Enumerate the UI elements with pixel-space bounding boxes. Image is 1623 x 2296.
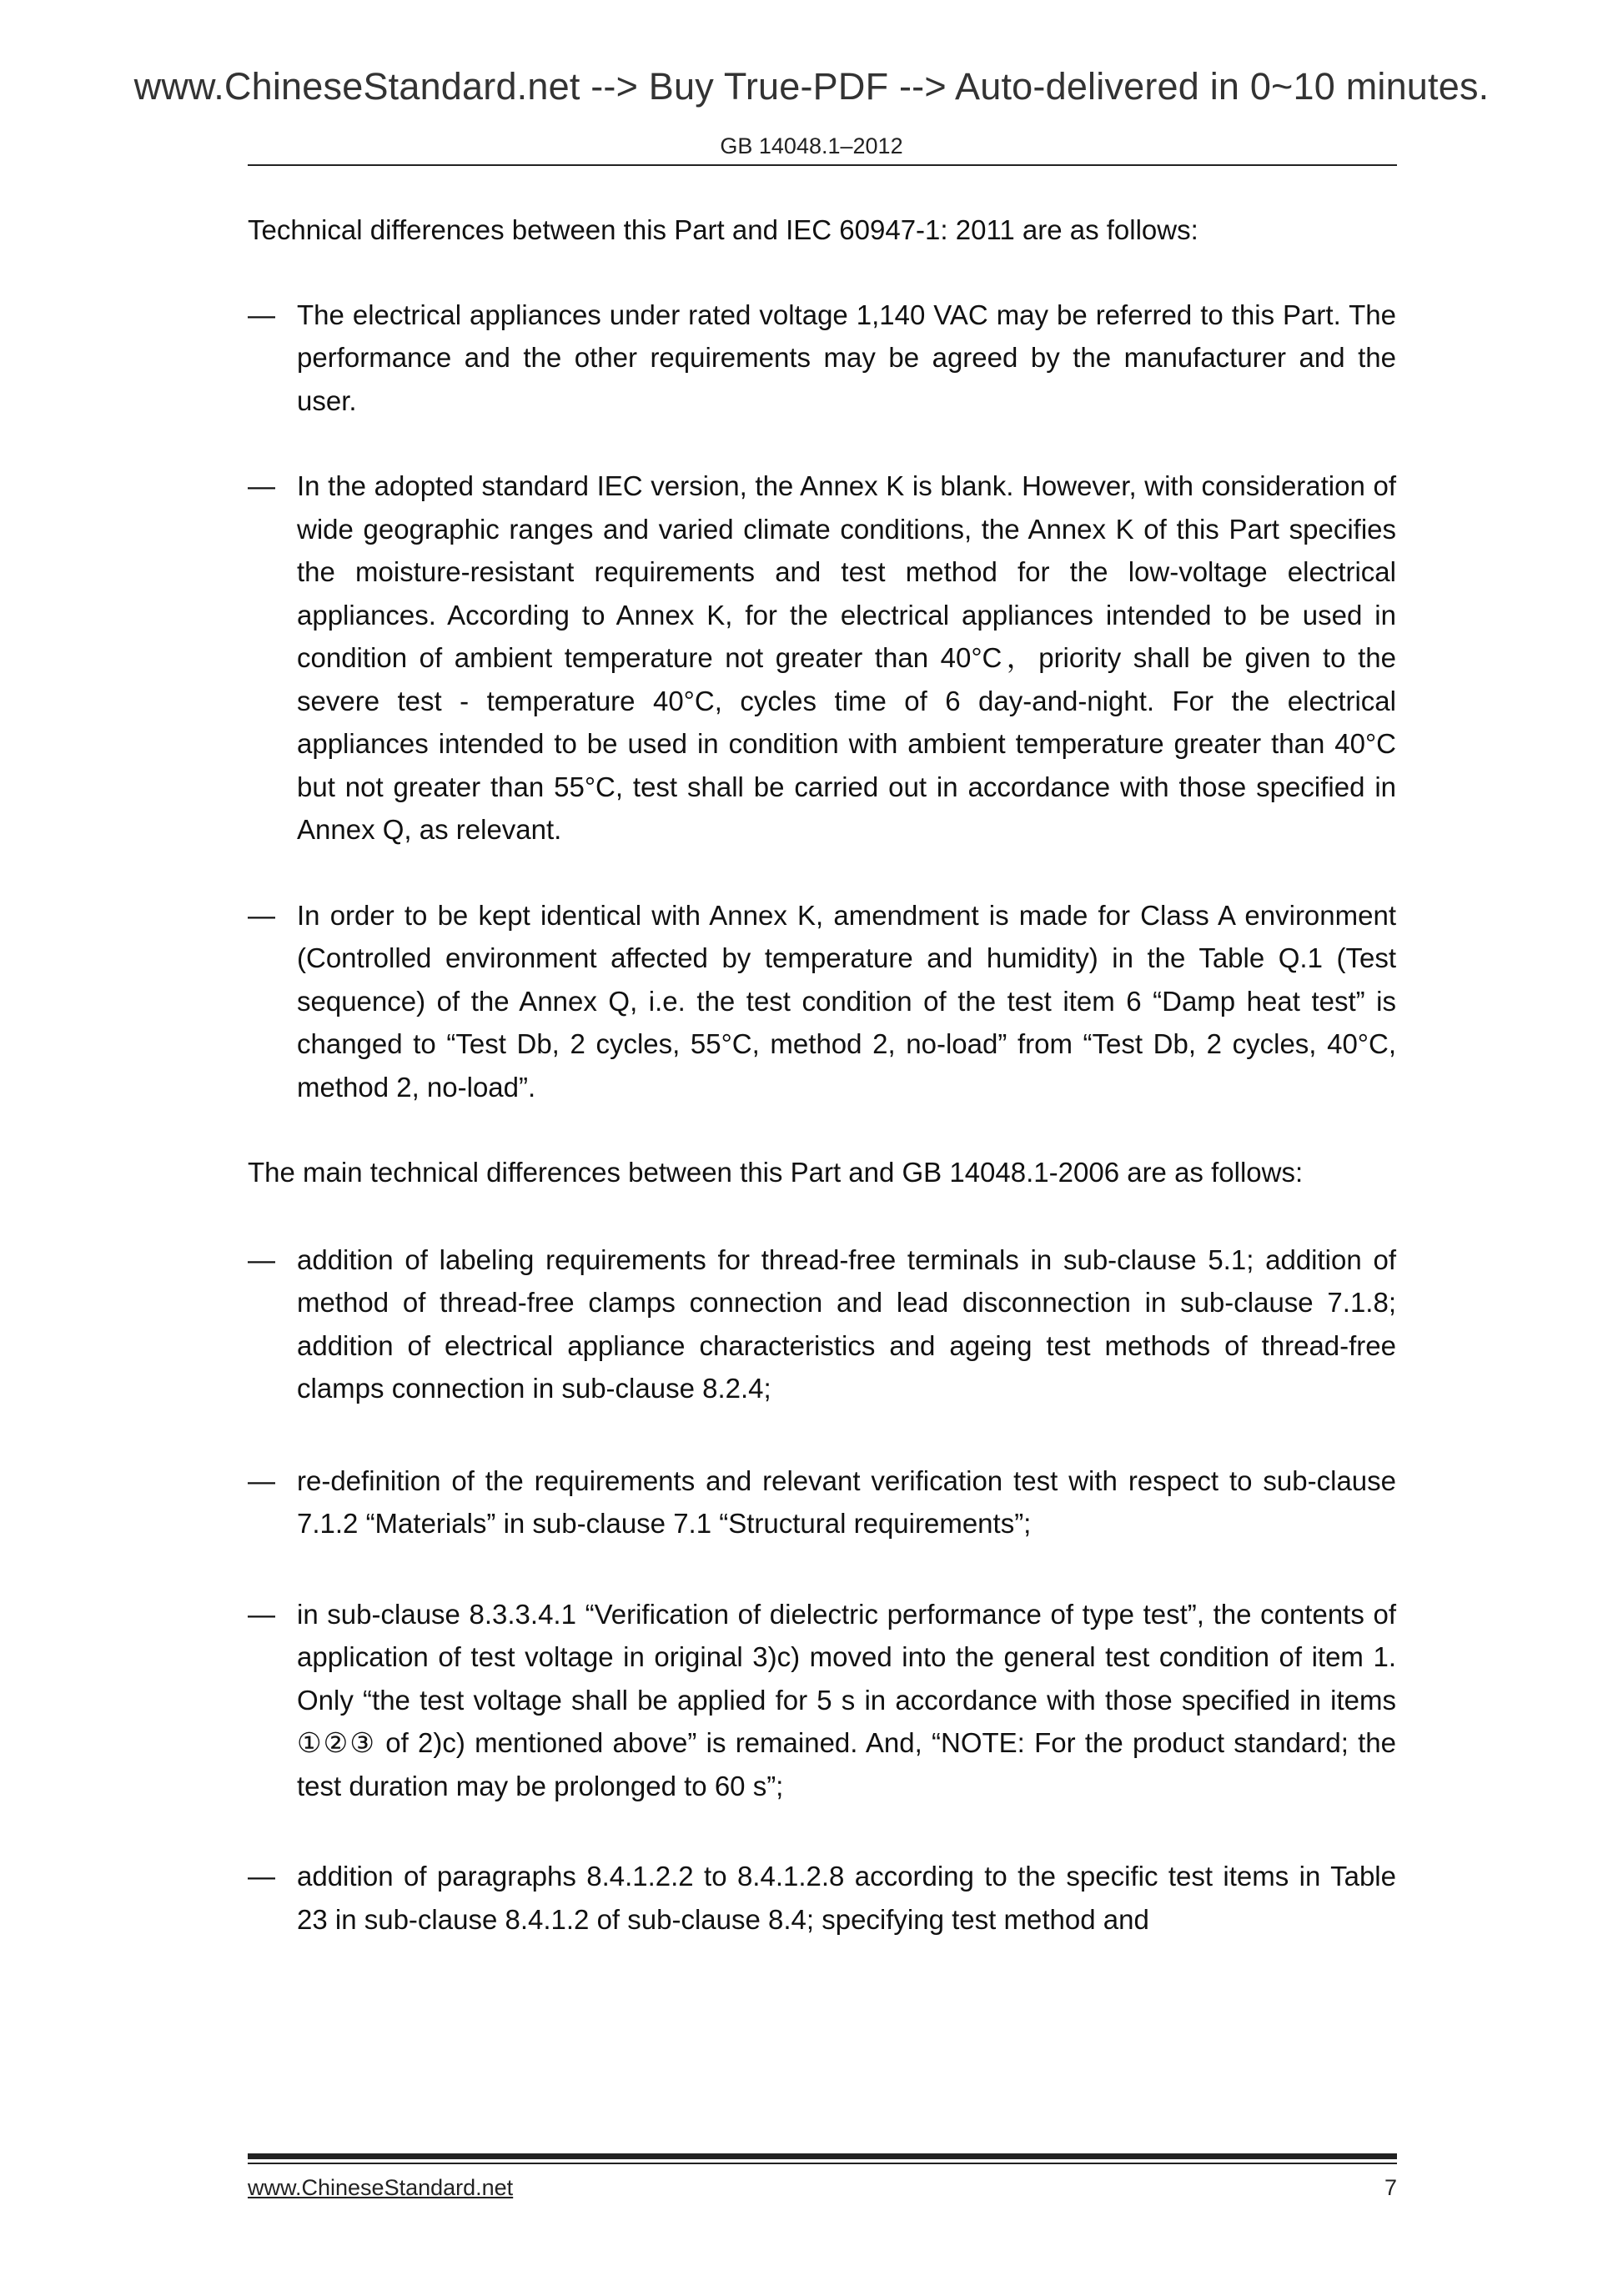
list-item-text: re-definition of the requirements and relevant verification test with respect to sub-clause 7.1.2 “Materials” in sub-clause 7.1 “Structural requirements”; [297,1465,1396,1539]
footer-divider-thick [248,2153,1397,2159]
list-item-text: in sub-clause 8.3.3.4.1 “Verification of dielectric performance of type test”, the contents of application of test voltage in original 3)c) moved into the general test condition of item 1. Only “the test voltage shall be applied for 5 s in accordance with those specified in items ①②③ of 2)c) mentioned above” is remained. And, “NOTE: For the product standard; the test duration may be prolonged to 60 s”; [297,1598,1396,1801]
document-body [248,208,1396,1941]
list-item [248,1855,1396,1941]
dash-bullet: — [248,899,275,931]
site-banner: www.ChineseStandard.net --> Buy True-PDF --> Auto-delivered in 0~10 minutes. [133,65,1490,108]
footer-divider-thin [248,2163,1397,2164]
iec-differences-intro: Technical differences between this Part and IEC 60947-1: 2011 are as follows: [248,214,1198,245]
standard-number-header: GB 14048.1–2012 [720,133,903,158]
dash-bullet: — [248,1598,275,1630]
list-item [248,1593,1396,1808]
dash-bullet: — [248,299,275,330]
page-number: 7 [1384,2175,1397,2200]
gb-differences-intro: The main technical differences between this Part and GB 14048.1-2006 are as follows: [248,1157,1304,1188]
list-item-text: In the adopted standard IEC version, the Annex K is blank. However, with consideration of wide geographic ranges and varied climate conditions, the Annex K of this Part specifies the moisture-resistant requirements and test method for the low-voltage electrical appliances. According to Annex K, for the electrical appliances intended to be used in condition of ambient temperature not greater than 40°C，priority shall be given to the severe test - temperature 40°C, cycles time of 6 day-and-night. For the electrical appliances intended to be used in condition with ambient temperature greater than 40°C but not greater than 55°C, test shall be carried out in accordance with those specified in Annex Q, as relevant. [297,470,1396,845]
list-item-text: In order to be kept identical with Annex K, amendment is made for Class A environment (Controlled environment affected by temperature and humidity) in the Table Q.1 (Test sequence) of the Annex Q, i.e. the test condition of the test item 6 “Damp heat test” is changed to “Test Db, 2 cycles, 55°C, method 2, no-load” from “Test Db, 2 cycles, 40°C, method 2, no-load”. [297,899,1396,1103]
list-item [248,294,1396,423]
header-divider [248,164,1397,166]
list-item-text: addition of labeling requirements for thread-free terminals in sub-clause 5.1; addition of method of thread-free clamps connection and lead disconnection in sub-clause 7.1.8; addition of electrical appliance characteristics and ageing test methods of thread-free clamps connection in sub-clause 8.2.4; [297,1243,1396,1404]
list-item [248,465,1396,852]
list-item [248,894,1396,1109]
dash-bullet: — [248,1465,275,1496]
dash-bullet: — [248,1861,275,1892]
list-item-text: The electrical appliances under rated voltage 1,140 VAC may be referred to this Part. The performance and the other requirements may be agreed by the manufacturer and the user. [297,299,1396,416]
dash-bullet: — [248,470,275,501]
dash-bullet: — [248,1243,275,1275]
list-item-text: addition of paragraphs 8.4.1.2.2 to 8.4.1.2.8 according to the specific test items in Table 23 in sub-clause 8.4.1.2 of sub-clause 8.4; specifying test method and [297,1861,1396,1935]
footer-site-link[interactable]: www.ChineseStandard.net [248,2175,514,2200]
list-item [248,1459,1396,1545]
list-item [248,1238,1396,1410]
